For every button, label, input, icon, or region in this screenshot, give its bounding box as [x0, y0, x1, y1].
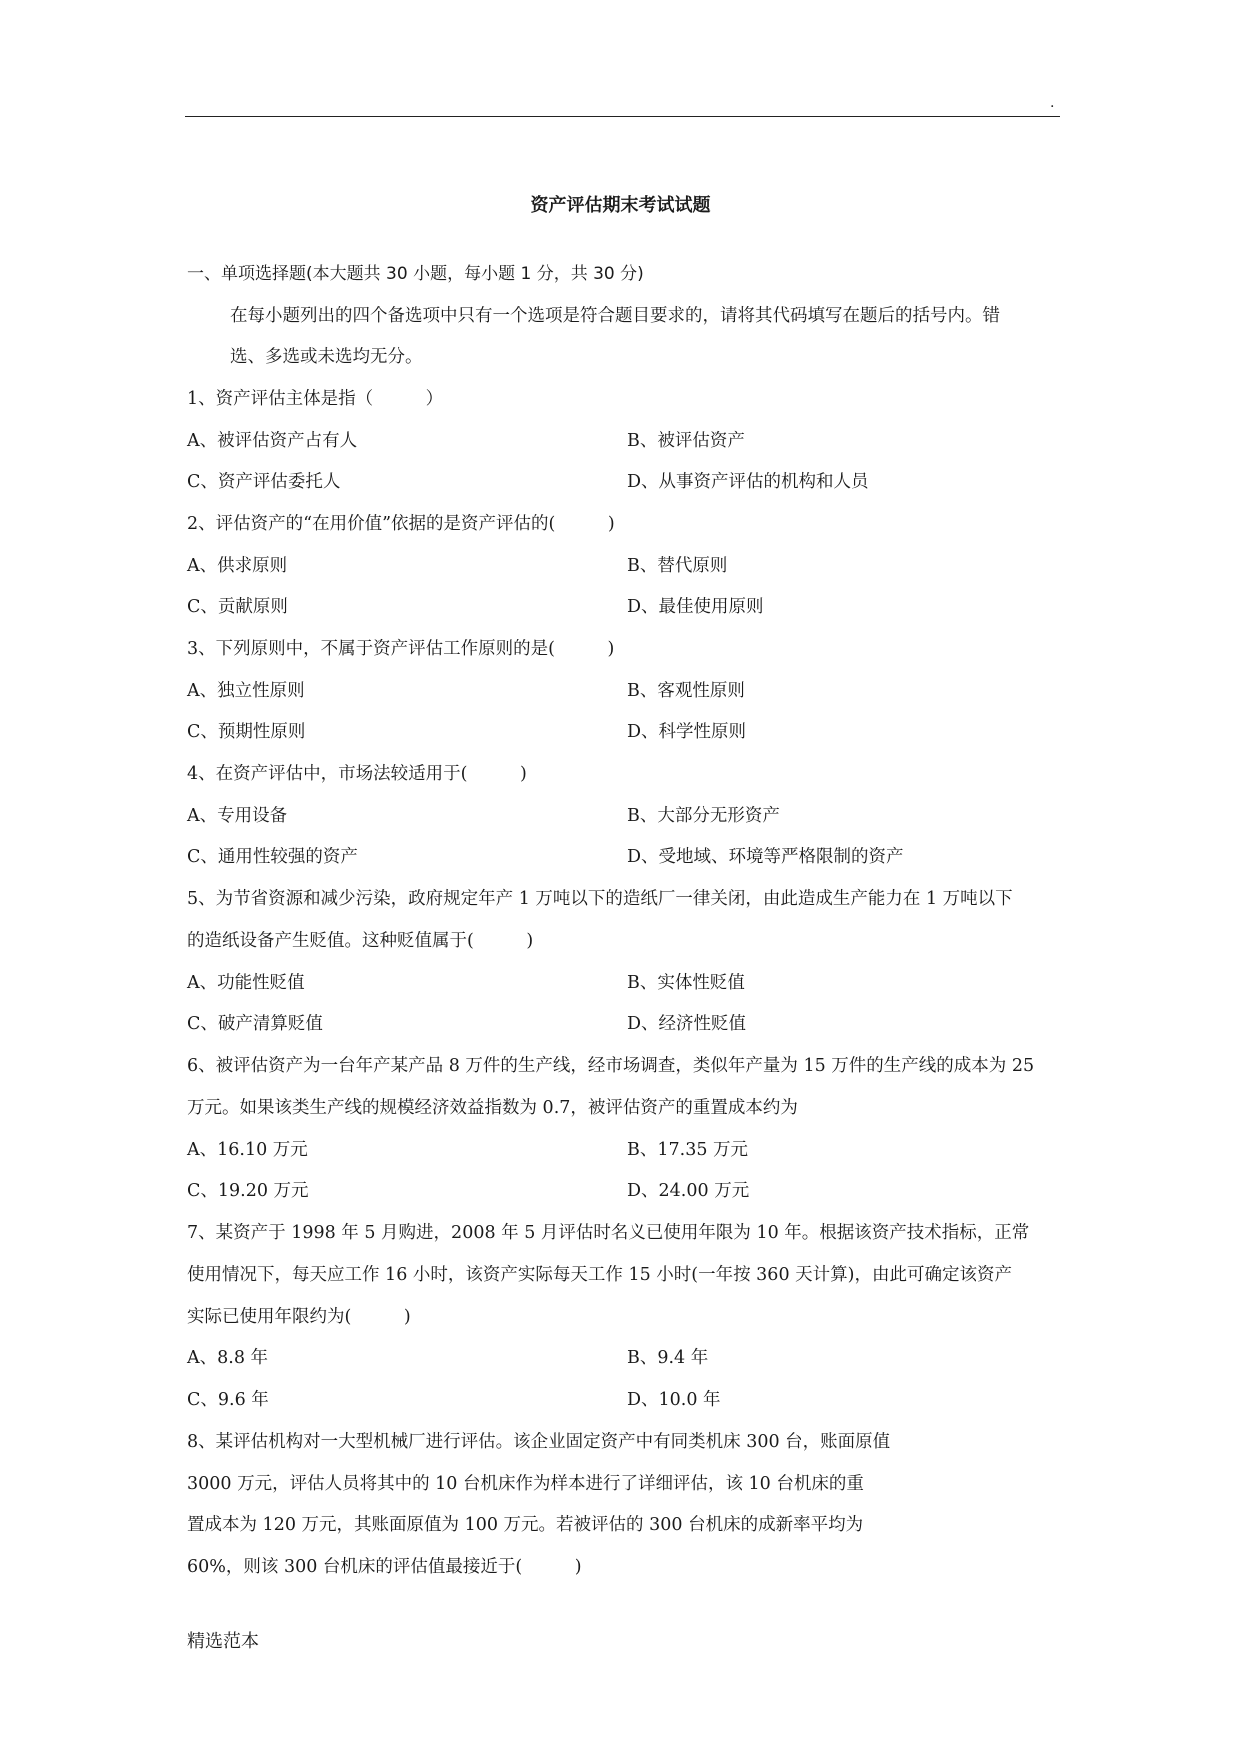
question-stem: 7、某资产于 1998 年 5 月购进，2008 年 5 月评估时名义已使用年限为 10 年。根据该资产技术指标，正常	[187, 1223, 1030, 1243]
option-c: C、通用性较强的资产	[187, 847, 358, 867]
option-b: B、客观性原则	[627, 681, 745, 701]
option-d: D、10.0 年	[627, 1390, 721, 1410]
option-d: D、24.00 万元	[627, 1181, 750, 1201]
option-a: A、供求原则	[187, 556, 288, 576]
question-stem: 置成本为 120 万元，其账面原值为 100 万元。若被评估的 300 台机床的成新率平均为	[187, 1515, 864, 1535]
question-stem: 60%，则该 300 台机床的评估值最接近于( )	[187, 1557, 582, 1577]
page-footer: 精选范本	[187, 1631, 259, 1652]
question-stem: 2、评估资产的“在用价值”依据的是资产评估的( )	[187, 514, 615, 534]
question-stem: 1、资产评估主体是指（ ）	[187, 389, 444, 409]
question-stem: 实际已使用年限约为( )	[187, 1307, 411, 1327]
option-d: D、受地域、环境等严格限制的资产	[627, 847, 904, 867]
question-stem: 的造纸设备产生贬值。这种贬值属于( )	[187, 931, 534, 951]
question-stem: 8、某评估机构对一大型机械厂进行评估。该企业固定资产中有同类机床 300 台，账面原值	[187, 1432, 891, 1452]
header-rule	[185, 116, 1060, 117]
option-c: C、破产清算贬值	[187, 1014, 323, 1034]
option-a: A、功能性贬值	[187, 973, 305, 993]
instruction-text: 选、多选或未选均无分。	[230, 347, 423, 367]
option-b: B、17.35 万元	[627, 1140, 749, 1160]
option-c: C、9.6 年	[187, 1390, 269, 1410]
option-d: D、最佳使用原则	[627, 597, 764, 617]
option-b: B、实体性贬值	[627, 973, 745, 993]
option-a: A、专用设备	[187, 806, 288, 826]
option-a: A、被评估资产占有人	[187, 431, 358, 451]
question-stem: 6、被评估资产为一台年产某产品 8 万件的生产线，经市场调查，类似年产量为 15 万件的生产线的成本为 25	[187, 1056, 1035, 1076]
option-c: C、预期性原则	[187, 722, 306, 742]
section-heading: 一、单项选择题(本大题共 30 小题，每小题 1 分，共 30 分)	[187, 264, 644, 284]
instruction-text: 在每小题列出的四个备选项中只有一个选项是符合题目要求的，请将其代码填写在题后的括号内。错	[230, 306, 1000, 326]
option-d: D、经济性贬值	[627, 1014, 747, 1034]
option-b: B、9.4 年	[627, 1348, 709, 1368]
option-a: A、独立性原则	[187, 681, 305, 701]
option-a: A、8.8 年	[187, 1348, 269, 1368]
option-b: B、替代原则	[627, 556, 728, 576]
question-stem: 3000 万元，评估人员将其中的 10 台机床作为样本进行了详细评估，该 10 台机床的重	[187, 1474, 864, 1494]
question-stem: 4、在资产评估中，市场法较适用于( )	[187, 764, 527, 784]
option-b: B、大部分无形资产	[627, 806, 780, 826]
option-a: A、16.10 万元	[187, 1140, 308, 1160]
option-d: D、从事资产评估的机构和人员	[627, 472, 869, 492]
option-c: C、19.20 万元	[187, 1181, 309, 1201]
question-stem: 3、下列原则中，不属于资产评估工作原则的是( )	[187, 639, 615, 659]
option-b: B、被评估资产	[627, 431, 745, 451]
option-c: C、资产评估委托人	[187, 472, 341, 492]
page-title: 资产评估期末考试试题	[530, 195, 711, 216]
question-stem: 万元。如果该类生产线的规模经济效益指数为 0.7，被评估资产的重置成本约为	[187, 1098, 798, 1118]
question-stem: 使用情况下，每天应工作 16 小时，该资产实际每天工作 15 小时(一年按 360 天计算)，由此可确定该资产	[187, 1265, 1012, 1285]
question-stem: 5、为节省资源和减少污染，政府规定年产 1 万吨以下的造纸厂一律关闭，由此造成生产能力在 1 万吨以下	[187, 889, 1013, 909]
option-c: C、贡献原则	[187, 597, 288, 617]
header-corner-mark: .	[1050, 95, 1055, 111]
option-d: D、科学性原则	[627, 722, 747, 742]
